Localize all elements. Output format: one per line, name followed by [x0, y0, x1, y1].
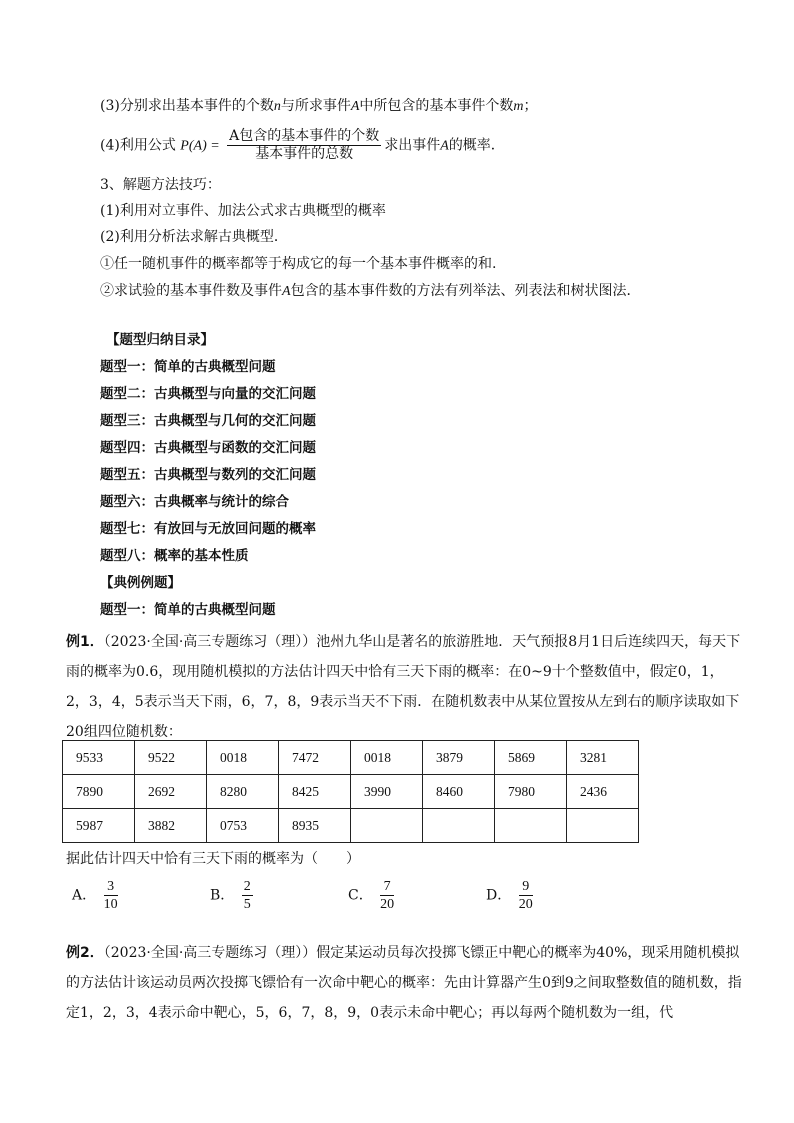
- table-cell: 2692: [135, 775, 207, 809]
- table-row: [63, 741, 639, 775]
- example-2-problem: [66, 938, 746, 1028]
- table-cell: 0753: [207, 809, 279, 843]
- toc-item[interactable]: 题型八：概率的基本性质: [100, 548, 249, 564]
- variable-m: m: [513, 99, 524, 114]
- table-cell: 3882: [135, 809, 207, 843]
- formula-numerator: A包含的基本事件的个数: [229, 128, 380, 144]
- method-step-4: (4)利用公式 P(A) = $\frac{\text{A包含的基本事件的个数}}{\text{基本事件的总数}}$ 求出事件A的概率．: [100, 128, 505, 162]
- option-a[interactable]: A． $\frac{3}{10}$: [72, 879, 118, 912]
- examples-heading: 【典例例题】: [100, 575, 181, 591]
- example-2-text: （2023·全国·高三专题练习（理））假定某运动员每次投掷飞镖正中靶心的概率为40%，现采用随机模拟的方法估计该运动员两次投掷飞镖恰有一次命中靶心的概率：先由计算器产生0到9之间取整数值的随机数，指定1，2，3，4表示命中靶心，5，6，7，8，9，0表示未命中靶心；再以每两个随机数为一组，代: [66, 945, 742, 1021]
- toc-item[interactable]: 题型五：古典概型与数列的交汇问题: [100, 467, 316, 483]
- toc-heading: 【题型归纳目录】: [106, 332, 214, 348]
- option-c-fraction: $\frac{7}{20}$: [380, 879, 395, 912]
- example-1-problem: [66, 627, 746, 747]
- variable-A: A: [350, 99, 360, 114]
- option-a-fraction: $\frac{3}{10}$: [103, 879, 118, 912]
- table-cell: [495, 809, 567, 843]
- method-step-3: (3)分别求出基本事件的个数n与所求事件A中所包含的基本事件个数m；: [100, 98, 538, 114]
- table-cell: 7890: [63, 775, 135, 809]
- table-cell: 3281: [567, 741, 639, 775]
- toc-item[interactable]: 题型一：简单的古典概型问题: [100, 359, 276, 375]
- section-type-1-title: 题型一：简单的古典概型问题: [100, 602, 276, 618]
- table-row: [63, 775, 639, 809]
- table-cell: 3990: [351, 775, 423, 809]
- toc-item[interactable]: 题型二：古典概型与向量的交汇问题: [100, 386, 316, 402]
- example-1-question: 据此估计四天中恰有三天下雨的概率为（ ）: [66, 851, 360, 867]
- option-d[interactable]: D． $\frac{9}{20}$: [486, 879, 533, 912]
- table-cell: 8280: [207, 775, 279, 809]
- table-cell: 7980: [495, 775, 567, 809]
- option-b-fraction: $\frac{2}{5}$: [243, 879, 251, 912]
- probability-formula-fraction: [227, 128, 381, 163]
- table-cell: [351, 809, 423, 843]
- table-cell: 8425: [279, 775, 351, 809]
- table-cell: 0018: [207, 741, 279, 775]
- toc-item[interactable]: 题型三：古典概型与几何的交汇问题: [100, 413, 316, 429]
- option-c[interactable]: C． $\frac{7}{20}$: [348, 879, 395, 912]
- toc-item[interactable]: 题型四：古典概型与函数的交汇问题: [100, 440, 316, 456]
- formula-denominator: 基本事件的总数: [255, 146, 354, 162]
- formula-lhs: P(A) =: [180, 138, 220, 154]
- table-cell: 0018: [351, 741, 423, 775]
- table-cell: 8935: [279, 809, 351, 843]
- technique-item-2: (2)利用分析法求解古典概型．: [100, 229, 288, 245]
- variable-n: n: [273, 99, 281, 114]
- table-cell: 9533: [63, 741, 135, 775]
- toc-item[interactable]: 题型七：有放回与无放回问题的概率: [100, 521, 316, 537]
- table-cell: 2436: [567, 775, 639, 809]
- technique-note-1: ①任一随机事件的概率都等于构成它的每一个基本事件概率的和.: [100, 256, 497, 272]
- random-number-table: [62, 740, 639, 843]
- option-b[interactable]: B． $\frac{2}{5}$: [210, 879, 251, 912]
- option-d-fraction: $\frac{9}{20}$: [518, 879, 533, 912]
- table-cell: 5869: [495, 741, 567, 775]
- table-cell: 9522: [135, 741, 207, 775]
- toc-item[interactable]: 题型六：古典概率与统计的综合: [100, 494, 289, 510]
- example-1-text: （2023·全国·高三专题练习（理））池州九华山是著名的旅游胜地．天气预报8月1日后连续四天，每天下雨的概率为0.6，现用随机模拟的方法估计四天中恰有三天下雨的概率：在0~9十个整数值中，假定0，1，2，3，4，5表示当天下雨，6，7，8，9表示当天不下雨．在随机数表中从某位置按从左到右的顺序读取如下20组四位随机数：: [66, 634, 741, 740]
- table-cell: [567, 809, 639, 843]
- table-cell: 5987: [63, 809, 135, 843]
- table-cell: 8460: [423, 775, 495, 809]
- techniques-heading: 3、解题方法技巧：: [100, 177, 221, 193]
- table-cell: [423, 809, 495, 843]
- table-row: [63, 809, 639, 843]
- table-cell: 3879: [423, 741, 495, 775]
- technique-item-1: (1)利用对立事件、加法公式求古典概型的概率: [100, 203, 386, 219]
- example-1-label: 例1．: [66, 634, 104, 650]
- technique-note-2: ②求试验的基本事件数及事件A包含的基本事件数的方法有列举法、列表法和树状图法．: [100, 283, 641, 299]
- example-2-label: 例2．: [66, 945, 104, 961]
- table-cell: 7472: [279, 741, 351, 775]
